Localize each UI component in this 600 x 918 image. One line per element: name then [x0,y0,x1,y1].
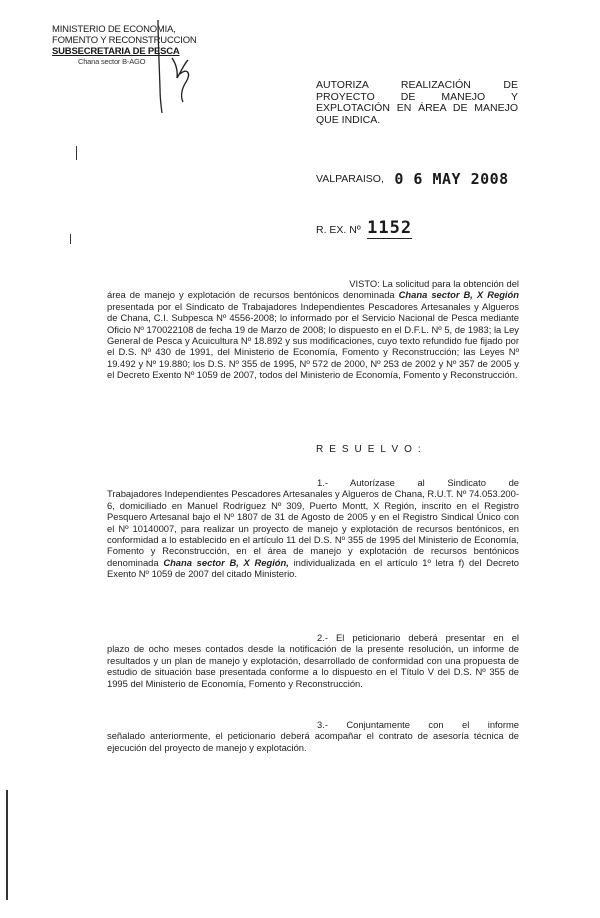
visto-region: X Región [476,289,519,301]
resolution-point-1 [107,477,519,580]
point-1-area-name: Chana sector B, X Región, [163,556,289,568]
resolution-point-3 [107,719,519,753]
resolution-number: 1152 [367,218,413,238]
subject-block [316,80,518,126]
margin-mark [70,234,71,244]
point-3-lead: 3.- Conjuntamente con el informe [317,719,519,730]
date-stamp: 0 6 MAY 2008 [394,170,509,188]
resolution-label: R. EX. Nº [316,224,361,236]
resolution-number-block [316,218,436,238]
visto-paragraph [107,278,519,381]
file-reference: Chana sector B-AGO [78,57,146,66]
point-2-body: plazo de ocho meses contados desde la notificación de la presente resolución, un informe de resultados y un plan de manejo y explotación, desarrollado de conformidad con una propuesta de estudio de situación base presentada conforme a lo dispuesto en el Título V del D.S. Nº 355 de 1995 del Ministerio de Economía, Fomento y Reconstrucción. [107,643,519,689]
point-1-lead: 1.- Autorízase al Sindicato de [317,477,519,488]
point-1-body-a: Trabajadores Independientes Pescadores Artesanales y Algueros de Chana, R.U.T. Nº 74.053.200-6, domiciliado en Manuel Rodríguez Nº 309, Puerto Montt, X Región, inscrito en el Registro Pesquero Artesanal bajo el Nº 1807 de 31 de Agosto de 2005 y en el Registro Sindical Único con el Nº 10140007, para realizar un proyecto de manejo y explotación de recursos bentónicos, en conformidad a lo establecido en el artículo 11 del D.S. Nº 355 de 1995 del Ministerio de Economía, Fomento y Reconstrucción, en el área de manejo y explotación de recursos bentónicos denominada [107,488,519,568]
subject-line3: EXPLOTACIÓN EN ÁREA DE MANEJO [316,102,518,114]
visto-lead: VISTO: La solicitud para la obtención del [349,278,519,289]
point-2-lead: 2.- El peticionario deberá presentar en el [317,632,519,643]
margin-mark [76,146,77,160]
ministry-name-line1: MINISTERIO DE ECONOMIA, [52,24,176,35]
initials-signature-icon [150,18,200,118]
point-3-body: señalado anteriormente, el peticionario deberá acompañar el contrato de asesoría técnica de ejecución del proyecto de manejo y explotación. [107,730,519,753]
resolution-point-2 [107,632,519,689]
point-1-body-b: individualizada en el artículo 1º letra f) del Decreto Exento Nº 1059 de 2007 del citado Ministerio. [107,556,520,580]
place-date [316,170,536,188]
visto-area-name: Chana sector B, [398,289,473,301]
margin-mark [6,790,8,900]
subject-line2: PROYECTO DE MANEJO Y [316,90,518,103]
place-label: VALPARAISO, [316,173,384,185]
subject-line1: AUTORIZA REALIZACIÓN DE [316,79,518,91]
visto-rest: Artesanales y Algueros de Chana, C.I. Subpesca Nº 4556-2008; lo informado por el Servicio Nacional de Pesca mediante Oficio Nº 170022108 de fecha 19 de Marzo de 2008; lo dispuesto en el D.F.L. Nº 5, de 1983; la Ley General de Pesca y Acuicultura Nº 18.892 y sus modificaciones, cuyo texto refundido fue fijado por el D.S. Nº 430 de 1991, del Ministerio de Economía, Fomento y Reconstrucción; las Leyes Nº 19.492 y Nº 19.880; los D.S. Nº 355 de 1995, Nº 572 de 2000, Nº 253 de 2002 y Nº 357 de 2005 y el Decreto Exento Nº 1059 de 2007, todos del Ministerio de Economía, Fomento y Reconstrucción. [107,300,519,381]
subject-line4: QUE INDICA. [316,113,381,126]
visto-line1: área de manejo y explotación de recursos bentónicos denominada [107,289,395,301]
subsecretaria-name: SUBSECRETARIA DE PESCA [52,46,180,57]
resuelvo-title: R E S U E L V O : [316,444,423,455]
visto-line2: presentada por el Sindicato de Trabajadores Independientes Pescadores [107,300,418,312]
ministry-name-line2: FOMENTO Y RECONSTRUCCION [52,35,197,46]
